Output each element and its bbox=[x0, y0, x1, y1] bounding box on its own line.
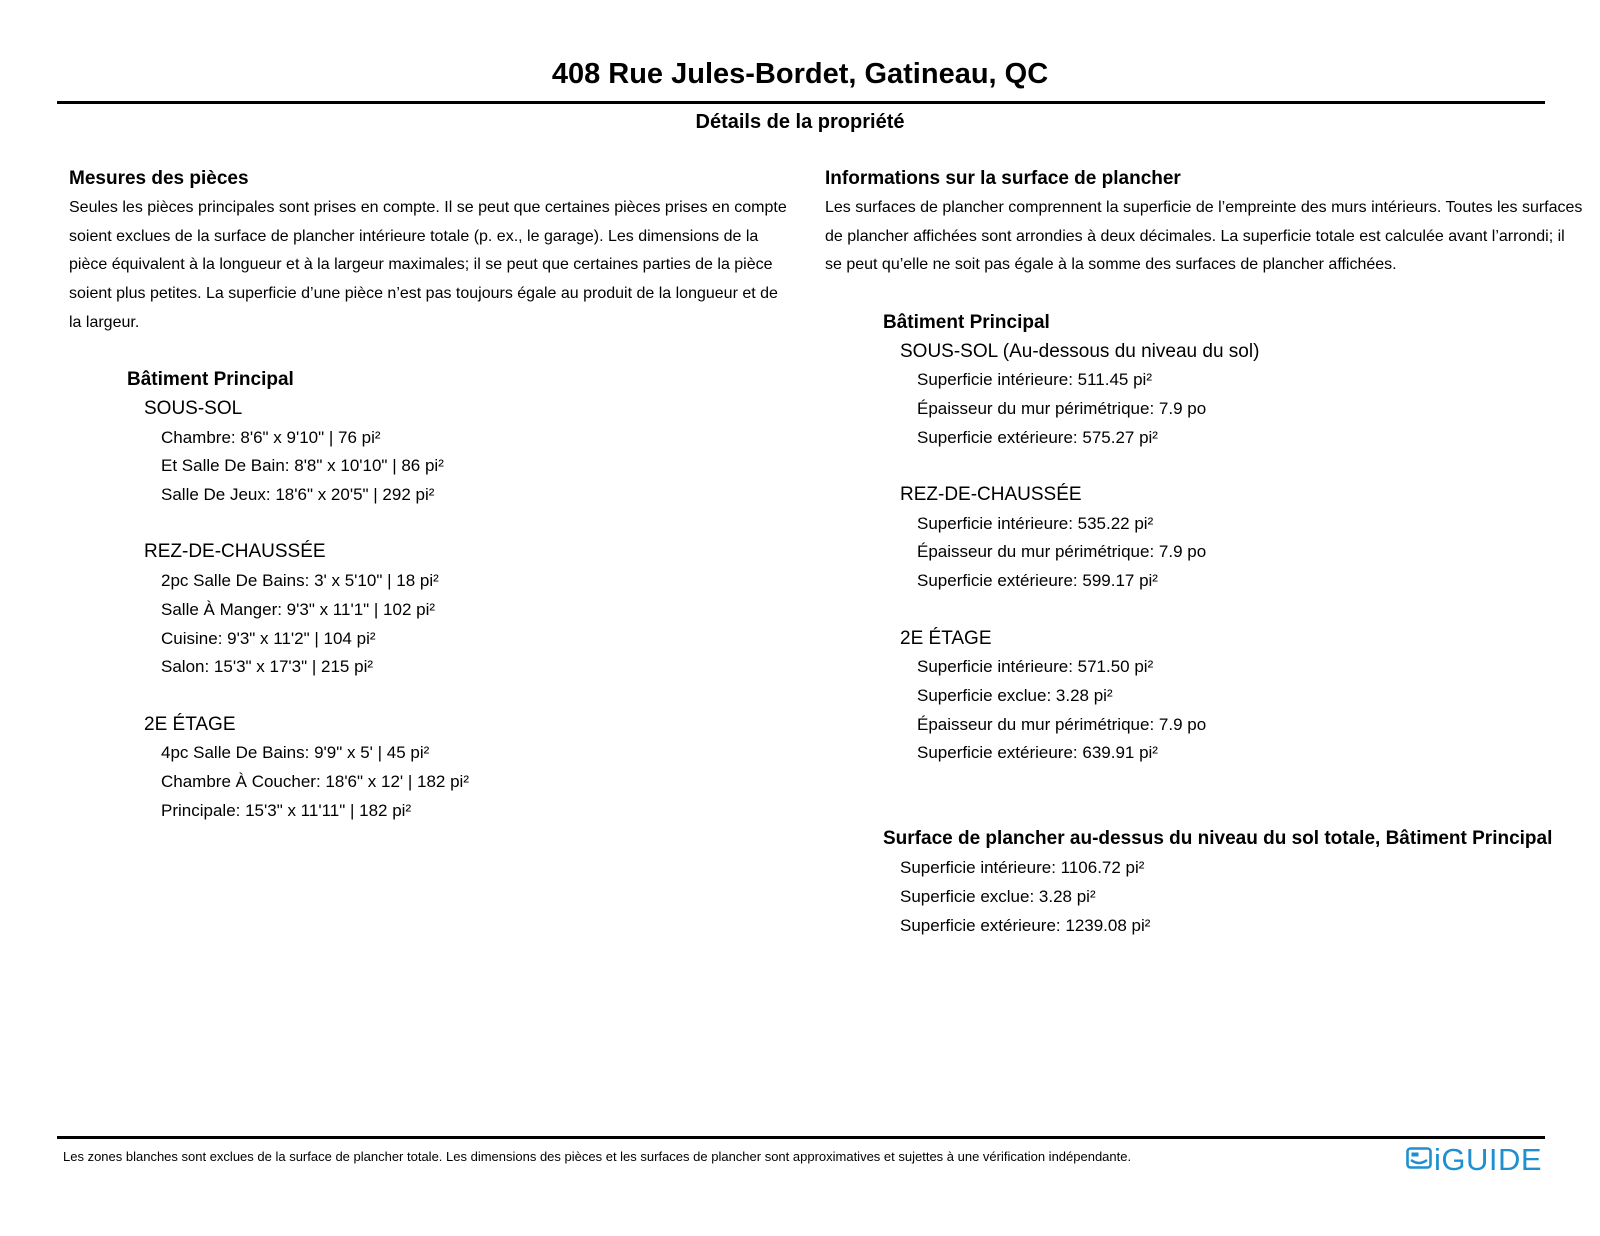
area-line: Superficie intérieure: 1106.72 pi² bbox=[900, 858, 1145, 878]
floor-area-heading: Informations sur la surface de plancher bbox=[825, 168, 1181, 189]
area-line: Superficie extérieure: 575.27 pi² bbox=[917, 427, 1158, 447]
floor-block bbox=[825, 625, 1585, 769]
room-measurements-heading: Mesures des pièces bbox=[69, 168, 249, 189]
room-measurements-description: Seules les pièces principales sont prises en compte. Il se peut que certaines pièces prises en compte soient exclues de la surface de plancher intérieure totale (p. ex., le garage). Les dimensions de la pièce équivalent à la longueur et à la largeur maximales; il se peut que certaines parties de la pièce soient plus petites. La superficie d’une pièce n’est pas toujours égale au produit de la longueur et de la largeur. bbox=[69, 199, 787, 331]
area-line: Épaisseur du mur périmétrique: 7.9 po bbox=[917, 714, 1207, 734]
page-subtitle: Détails de la propriété bbox=[695, 111, 905, 133]
floor-name: SOUS-SOL (Au-dessous du niveau du sol) bbox=[900, 340, 1260, 362]
footer-divider bbox=[57, 1136, 1545, 1139]
area-line: Superficie extérieure: 639.91 pi² bbox=[917, 743, 1158, 763]
floor-area-description: Les surfaces de plancher comprennent la superficie de l’empreinte des murs intérieurs. Toutes les surfaces de plancher affichées sont arrondies à deux décimales. La superficie totale est calculée avant l’arrondi; il se peut qu’elle ne soit pas égale à la somme des surfaces de plancher affichées. bbox=[825, 199, 1583, 274]
area-line: Superficie exclue: 3.28 pi² bbox=[917, 685, 1113, 705]
building-title: Bâtiment Principal bbox=[883, 311, 1050, 333]
area-line: Superficie intérieure: 511.45 pi² bbox=[917, 370, 1152, 390]
page-title: 408 Rue Jules-Bordet, Gatineau, QC bbox=[551, 58, 1049, 90]
logo-text: iGUIDE bbox=[1434, 1142, 1543, 1177]
floor-block bbox=[69, 395, 789, 510]
area-line: Superficie extérieure: 1239.08 pi² bbox=[900, 915, 1151, 935]
floor-block bbox=[825, 338, 1585, 453]
area-line: Épaisseur du mur périmétrique: 7.9 po bbox=[917, 398, 1207, 418]
room-item: Chambre À Coucher: 18'6" x 12' | 182 pi² bbox=[161, 772, 469, 792]
floor-area-section bbox=[825, 164, 1585, 940]
building-title: Bâtiment Principal bbox=[127, 369, 294, 391]
area-line: Épaisseur du mur périmétrique: 7.9 po bbox=[917, 542, 1207, 562]
floor-block bbox=[69, 711, 789, 826]
floor-name: 2E ÉTAGE bbox=[144, 713, 236, 735]
area-line: Superficie extérieure: 599.17 pi² bbox=[917, 571, 1158, 591]
room-measurements-section bbox=[69, 164, 789, 825]
floor-name: 2E ÉTAGE bbox=[900, 627, 992, 649]
room-item: Et Salle De Bain: 8'8" x 10'10" | 86 pi² bbox=[161, 456, 444, 476]
iguide-logo bbox=[1406, 1142, 1542, 1178]
total-area-heading: Surface de plancher au-dessus du niveau du sol totale, Bâtiment Principal bbox=[883, 828, 1553, 850]
room-item: 2pc Salle De Bains: 3' x 5'10" | 18 pi² bbox=[161, 571, 439, 591]
floor-name: SOUS-SOL bbox=[144, 397, 243, 419]
room-item: 4pc Salle De Bains: 9'9" x 5' | 45 pi² bbox=[161, 743, 430, 763]
total-area-block bbox=[825, 825, 1585, 940]
room-item: Salon: 15'3" x 17'3" | 215 pi² bbox=[161, 657, 374, 677]
area-line: Superficie intérieure: 571.50 pi² bbox=[917, 657, 1154, 677]
room-item: Salle À Manger: 9'3" x 11'1" | 102 pi² bbox=[161, 599, 436, 619]
room-item: Cuisine: 9'3" x 11'2" | 104 pi² bbox=[161, 628, 376, 648]
floor-name: REZ-DE-CHAUSSÉE bbox=[900, 484, 1082, 505]
area-line: Superficie exclue: 3.28 pi² bbox=[900, 886, 1096, 906]
floor-block bbox=[69, 538, 789, 682]
header-divider bbox=[57, 101, 1545, 104]
area-line: Superficie intérieure: 535.22 pi² bbox=[917, 513, 1154, 533]
room-item: Chambre: 8'6" x 9'10" | 76 pi² bbox=[161, 427, 381, 447]
footer-disclaimer: Les zones blanches sont exclues de la surface de plancher totale. Les dimensions des pièces et les surfaces de plancher sont approximatives et sujettes à une vérification indépendante. bbox=[63, 1149, 1132, 1164]
camera-icon bbox=[1406, 1145, 1432, 1176]
floor-name: REZ-DE-CHAUSSÉE bbox=[144, 541, 326, 563]
room-item: Salle De Jeux: 18'6" x 20'5" | 292 pi² bbox=[161, 485, 435, 505]
room-item: Principale: 15'3" x 11'11" | 182 pi² bbox=[161, 800, 412, 820]
floor-block bbox=[825, 481, 1585, 596]
